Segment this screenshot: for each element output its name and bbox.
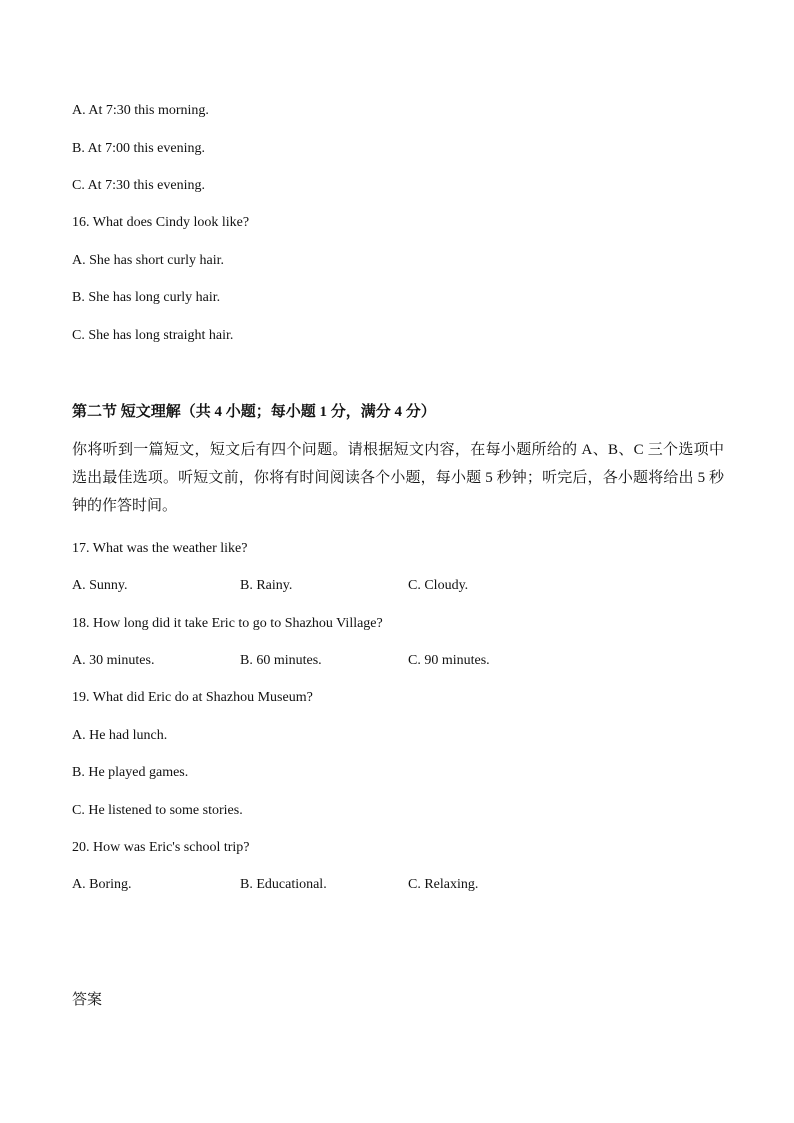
q18-option-c: C. 90 minutes. — [408, 653, 490, 668]
q17-question: 17. What was the weather like? — [72, 541, 248, 556]
q17-option-a: A. Sunny. — [72, 578, 128, 593]
q20-question: 20. How was Eric's school trip? — [72, 840, 250, 855]
q16-option-c: C. She has long straight hair. — [72, 328, 234, 343]
q20-option-c: C. Relaxing. — [408, 877, 479, 892]
section-instructions: 你将听到一篇短文，短文后有四个问题。请根据短文内容，在每小题所给的 A、B、C 三个选项中选出最佳选项。听短文前，你将有时间阅读各个小题，每小题 5 秒钟；听完后，各小题将给出 5 秒钟的作答时间。 — [72, 442, 724, 514]
q16-option-b: B. She has long curly hair. — [72, 290, 221, 305]
q15-option-b: B. At 7:00 this evening. — [72, 141, 205, 156]
q19-option-b: B. He played games. — [72, 765, 189, 780]
q15-option-c: C. At 7:30 this evening. — [72, 178, 205, 193]
q19-option-a: A. He had lunch. — [72, 728, 168, 743]
q19-question: 19. What did Eric do at Shazhou Museum? — [72, 690, 313, 705]
q17-option-b: B. Rainy. — [240, 578, 293, 593]
q18-option-a: A. 30 minutes. — [72, 653, 155, 668]
q17-option-c: C. Cloudy. — [408, 578, 469, 593]
q19-option-c: C. He listened to some stories. — [72, 803, 243, 818]
q20-option-b: B. Educational. — [240, 877, 327, 892]
q16-question: 16. What does Cindy look like? — [72, 215, 250, 230]
q18-question: 18. How long did it take Eric to go to Shazhou Village? — [72, 616, 383, 631]
answer-label: 答案 — [72, 992, 103, 1008]
q15-option-a: A. At 7:30 this morning. — [72, 103, 209, 118]
q20-option-a: A. Boring. — [72, 877, 132, 892]
section-heading: 第二节 短文理解（共 4 小题；每小题 1 分，满分 4 分） — [72, 404, 436, 420]
q16-option-a: A. She has short curly hair. — [72, 253, 225, 268]
q18-option-b: B. 60 minutes. — [240, 653, 322, 668]
